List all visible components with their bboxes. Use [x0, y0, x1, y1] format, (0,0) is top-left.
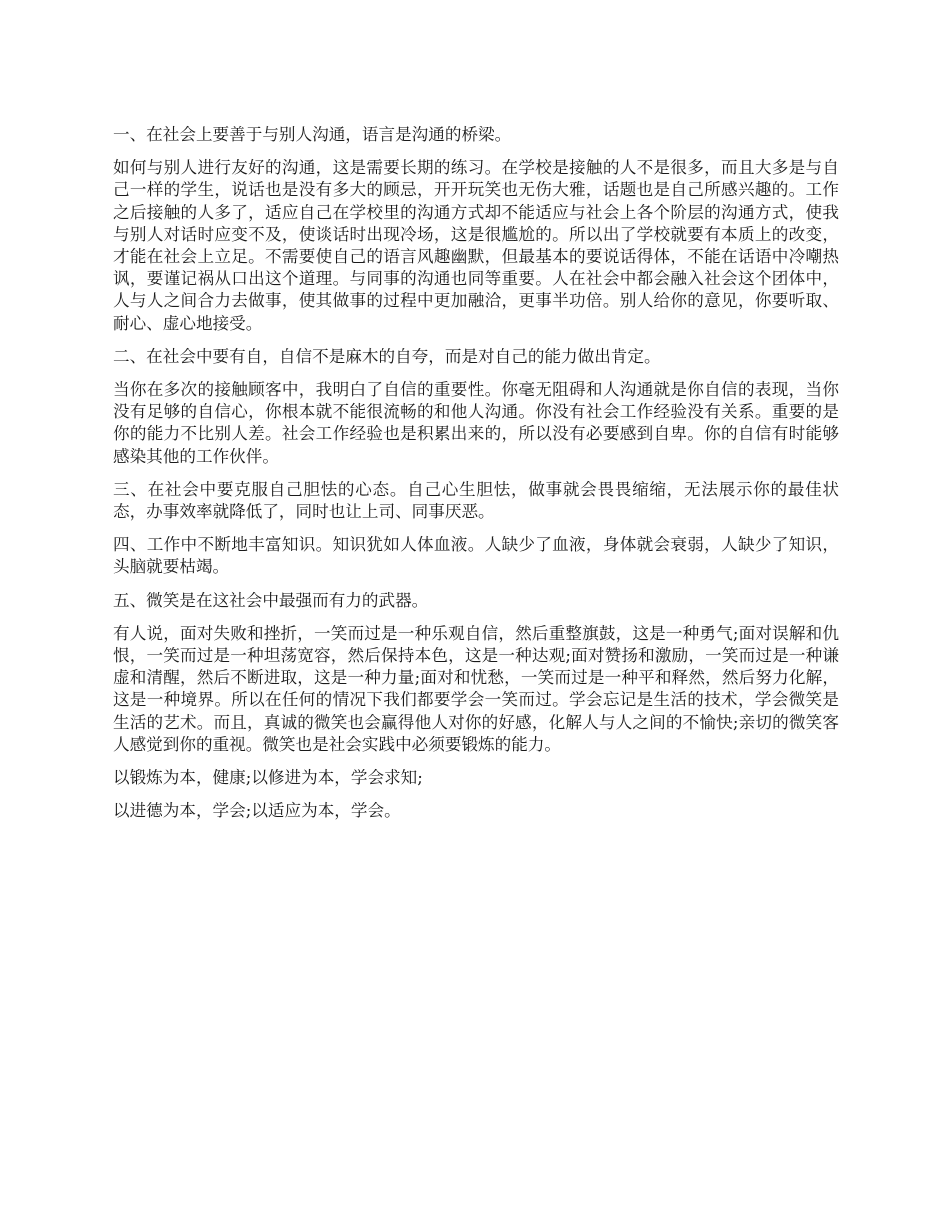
body-paragraph-2: 当你在多次的接触顾客中，我明白了自信的重要性。你毫无阻碍和人沟通就是你自信的表现，当你没有足够的自信心，你根本就不能很流畅的和他人沟通。你没有社会工作经验没有关系。重要的是你的能力不比别人差。社会工作经验也是积累出来的，所以没有必要感到自卑。你的自信有时能够感染其他的工作伙伴。	[113, 380, 839, 466]
body-paragraph-1: 如何与别人进行友好的沟通，这是需要长期的练习。在学校是接触的人不是很多，而且大多是与自己一样的学生，说话也是没有多大的顾忌，开开玩笑也无伤大雅，话题也是自己所感兴趣的。工作之后接触的人多了，适应自己在学校里的沟通方式却不能适应与社会上各个阶层的沟通方式，使我与别人对话时应变不及，使谈话时出现冷场，这是很尴尬的。所以出了学校就要有本质上的改变，才能在社会上立足。不需要使自己的语言风趣幽默，但最基本的要说话得体，不能在话语中冷嘲热讽，要谨记祸从口出这个道理。与同事的沟通也同等重要。人在社会中都会融入社会这个团体中，人与人之间合力去做事，使其做事的过程中更加融洽，更事半功倍。别人给你的意见，你要听取、耐心、虚心地接受。	[113, 158, 839, 333]
section-heading-5: 五、微笑是在这社会中最强而有力的武器。	[113, 590, 429, 610]
section-heading-1: 一、在社会上要善于与别人沟通，语言是沟通的桥梁。	[113, 125, 512, 144]
section-heading-2: 二、在社会中要有自，自信不是麻木的自夸，而是对自己的能力做出肯定。	[113, 346, 661, 366]
body-paragraph-5: 有人说，面对失败和挫折，一笑而过是一种乐观自信，然后重整旗鼓，这是一种勇气;面对误解和仇恨，一笑而过是一种坦荡宽容，然后保持本色，这是一种达观;面对赞扬和激励，一笑而过是一种谦虚和清醒，然后不断进取，这是一种力量;面对和忧愁，一笑而过是一种平和释然，然后努力化解，这是一种境界。所以在任何的情况下我们都要学会一笑而过。学会忘记是生活的技术，学会微笑是生活的艺术。而且，真诚的微笑也会赢得他人对你的好感，化解人与人之间的不愉快;亲切的微笑客人感觉到你的重视。微笑也是社会实践中必须要锻炼的能力。	[113, 623, 839, 754]
section-heading-3: 三、在社会中要克服自己胆怯的心态。自己心生胆怯，做事就会畏畏缩缩，无法展示你的最佳状态，办事效率就降低了，同时也让上司、同事厌恶。	[113, 479, 839, 522]
closing-line-1: 以锻炼为本，健康;以修进为本，学会求知;	[113, 768, 423, 788]
section-heading-4: 四、工作中不断地丰富知识。知识犹如人体血液。人缺少了血液，身体就会衰弱，人缺少了知识，头脑就要枯竭。	[113, 535, 839, 577]
closing-line-2: 以进德为本，学会;以适应为本，学会。	[113, 801, 401, 821]
document-body	[113, 124, 839, 833]
